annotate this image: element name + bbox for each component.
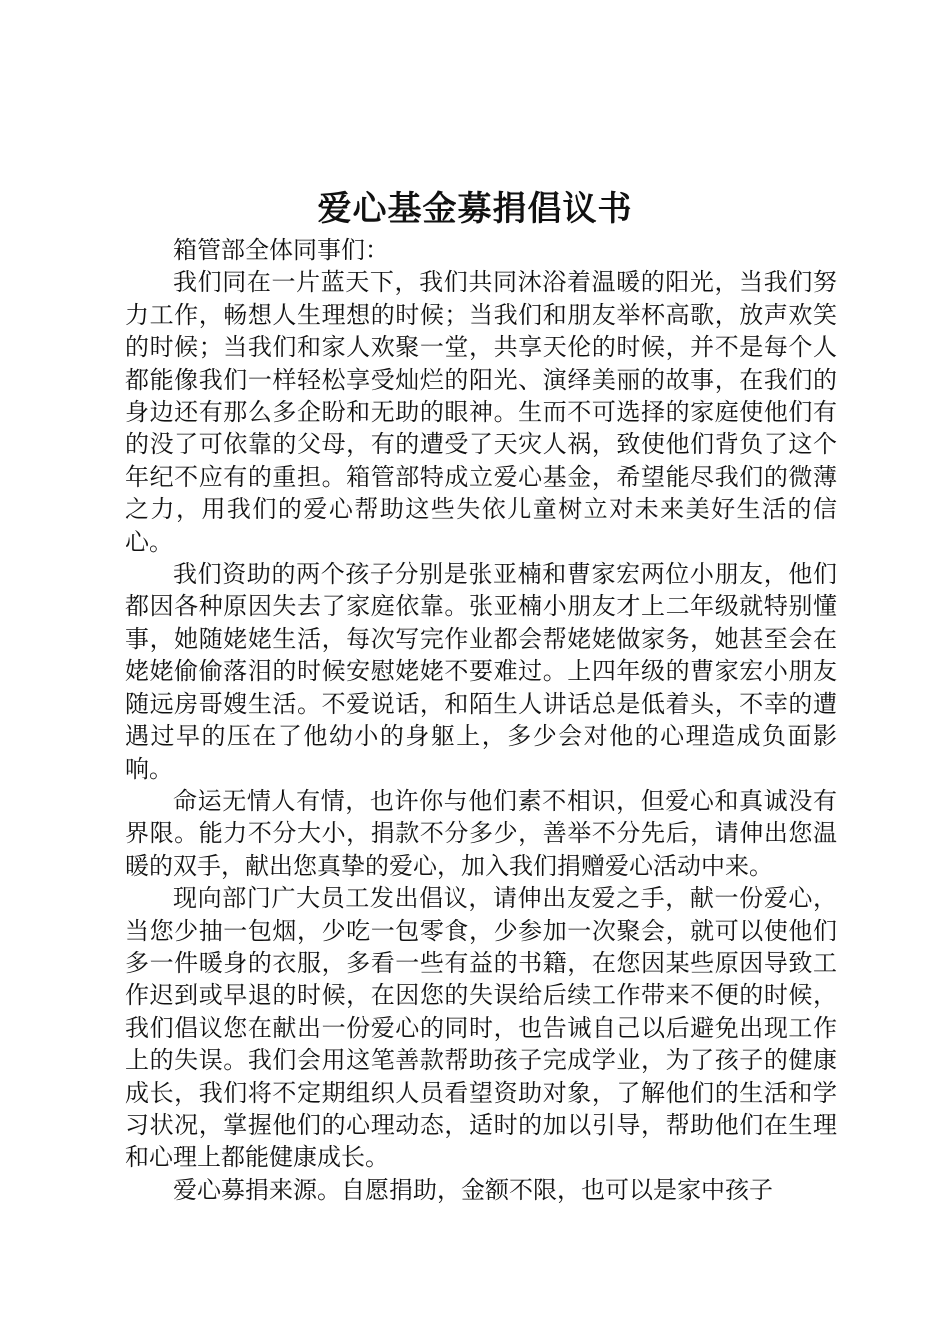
document-body xyxy=(125,234,837,1206)
paragraph-2: 我们资助的两个孩子分别是张亚楠和曹家宏两位小朋友，他们都因各种原因失去了家庭依靠。张亚楠小朋友才上二年级就特别懂事，她随姥姥生活，每次写完作业都会帮姥姥做家务，她甚至会在姥姥偷偷落泪的时候安慰姥姥不要难过。上四年级的曹家宏小朋友随远房哥嫂生活。不爱说话，和陌生人讲话总是低着头，不幸的遭遇过早的压在了他幼小的身躯上，多少会对他的心理造成负面影响。 xyxy=(125,560,837,783)
paragraph-5: 爱心募捐来源。自愿捐助，金额不限，也可以是家中孩子 xyxy=(173,1175,773,1204)
document-title: 爱心基金募捐倡议书 xyxy=(317,189,633,229)
salutation: 箱管部全体同事们： xyxy=(173,236,389,264)
paragraph-3: 命运无情人有情，也许你与他们素不相识，但爱心和真诚没有界限。能力不分大小，捐款不分多少，善举不分先后，请伸出您温暖的双手，献出您真挚的爱心，加入我们捐赠爱心活动中来。 xyxy=(125,786,837,880)
paragraph-1: 我们同在一片蓝天下，我们共同沐浴着温暖的阳光，当我们努力工作，畅想人生理想的时候；当我们和朋友举杯高歌，放声欢笑的时候；当我们和家人欢聚一堂，共享天伦的时候，并不是每个人都能像我们一样轻松享受灿烂的阳光、演绎美丽的故事，在我们的身边还有那么多企盼和无助的眼神。生而不可选择的家庭使他们有的没了可依靠的父母，有的遭受了天灾人祸，致使他们背负了这个年纪不应有的重担。箱管部特成立爱心基金，希望能尽我们的微薄之力，用我们的爱心帮助这些失依儿童树立对未来美好生活的信心。 xyxy=(125,268,837,556)
paragraph-4: 现向部门广大员工发出倡议，请伸出友爱之手，献一份爱心，当您少抽一包烟，少吃一包零食，少参加一次聚会，就可以使他们多一件暖身的衣服，多看一些有益的书籍，在您因某些原因导致工作迟到或早退的时候，在因您的失误给后续工作带来不便的时候，我们倡议您在献出一份爱心的同时，也告诫自己以后避免出现工作上的失误。我们会用这笔善款帮助孩子完成学业，为了孩子的健康成长，我们将不定期组织人员看望资助对象，了解他们的生活和学习状况，掌握他们的心理动态，适时的加以引导，帮助他们在生理和心理上都能健康成长。 xyxy=(125,884,837,1172)
